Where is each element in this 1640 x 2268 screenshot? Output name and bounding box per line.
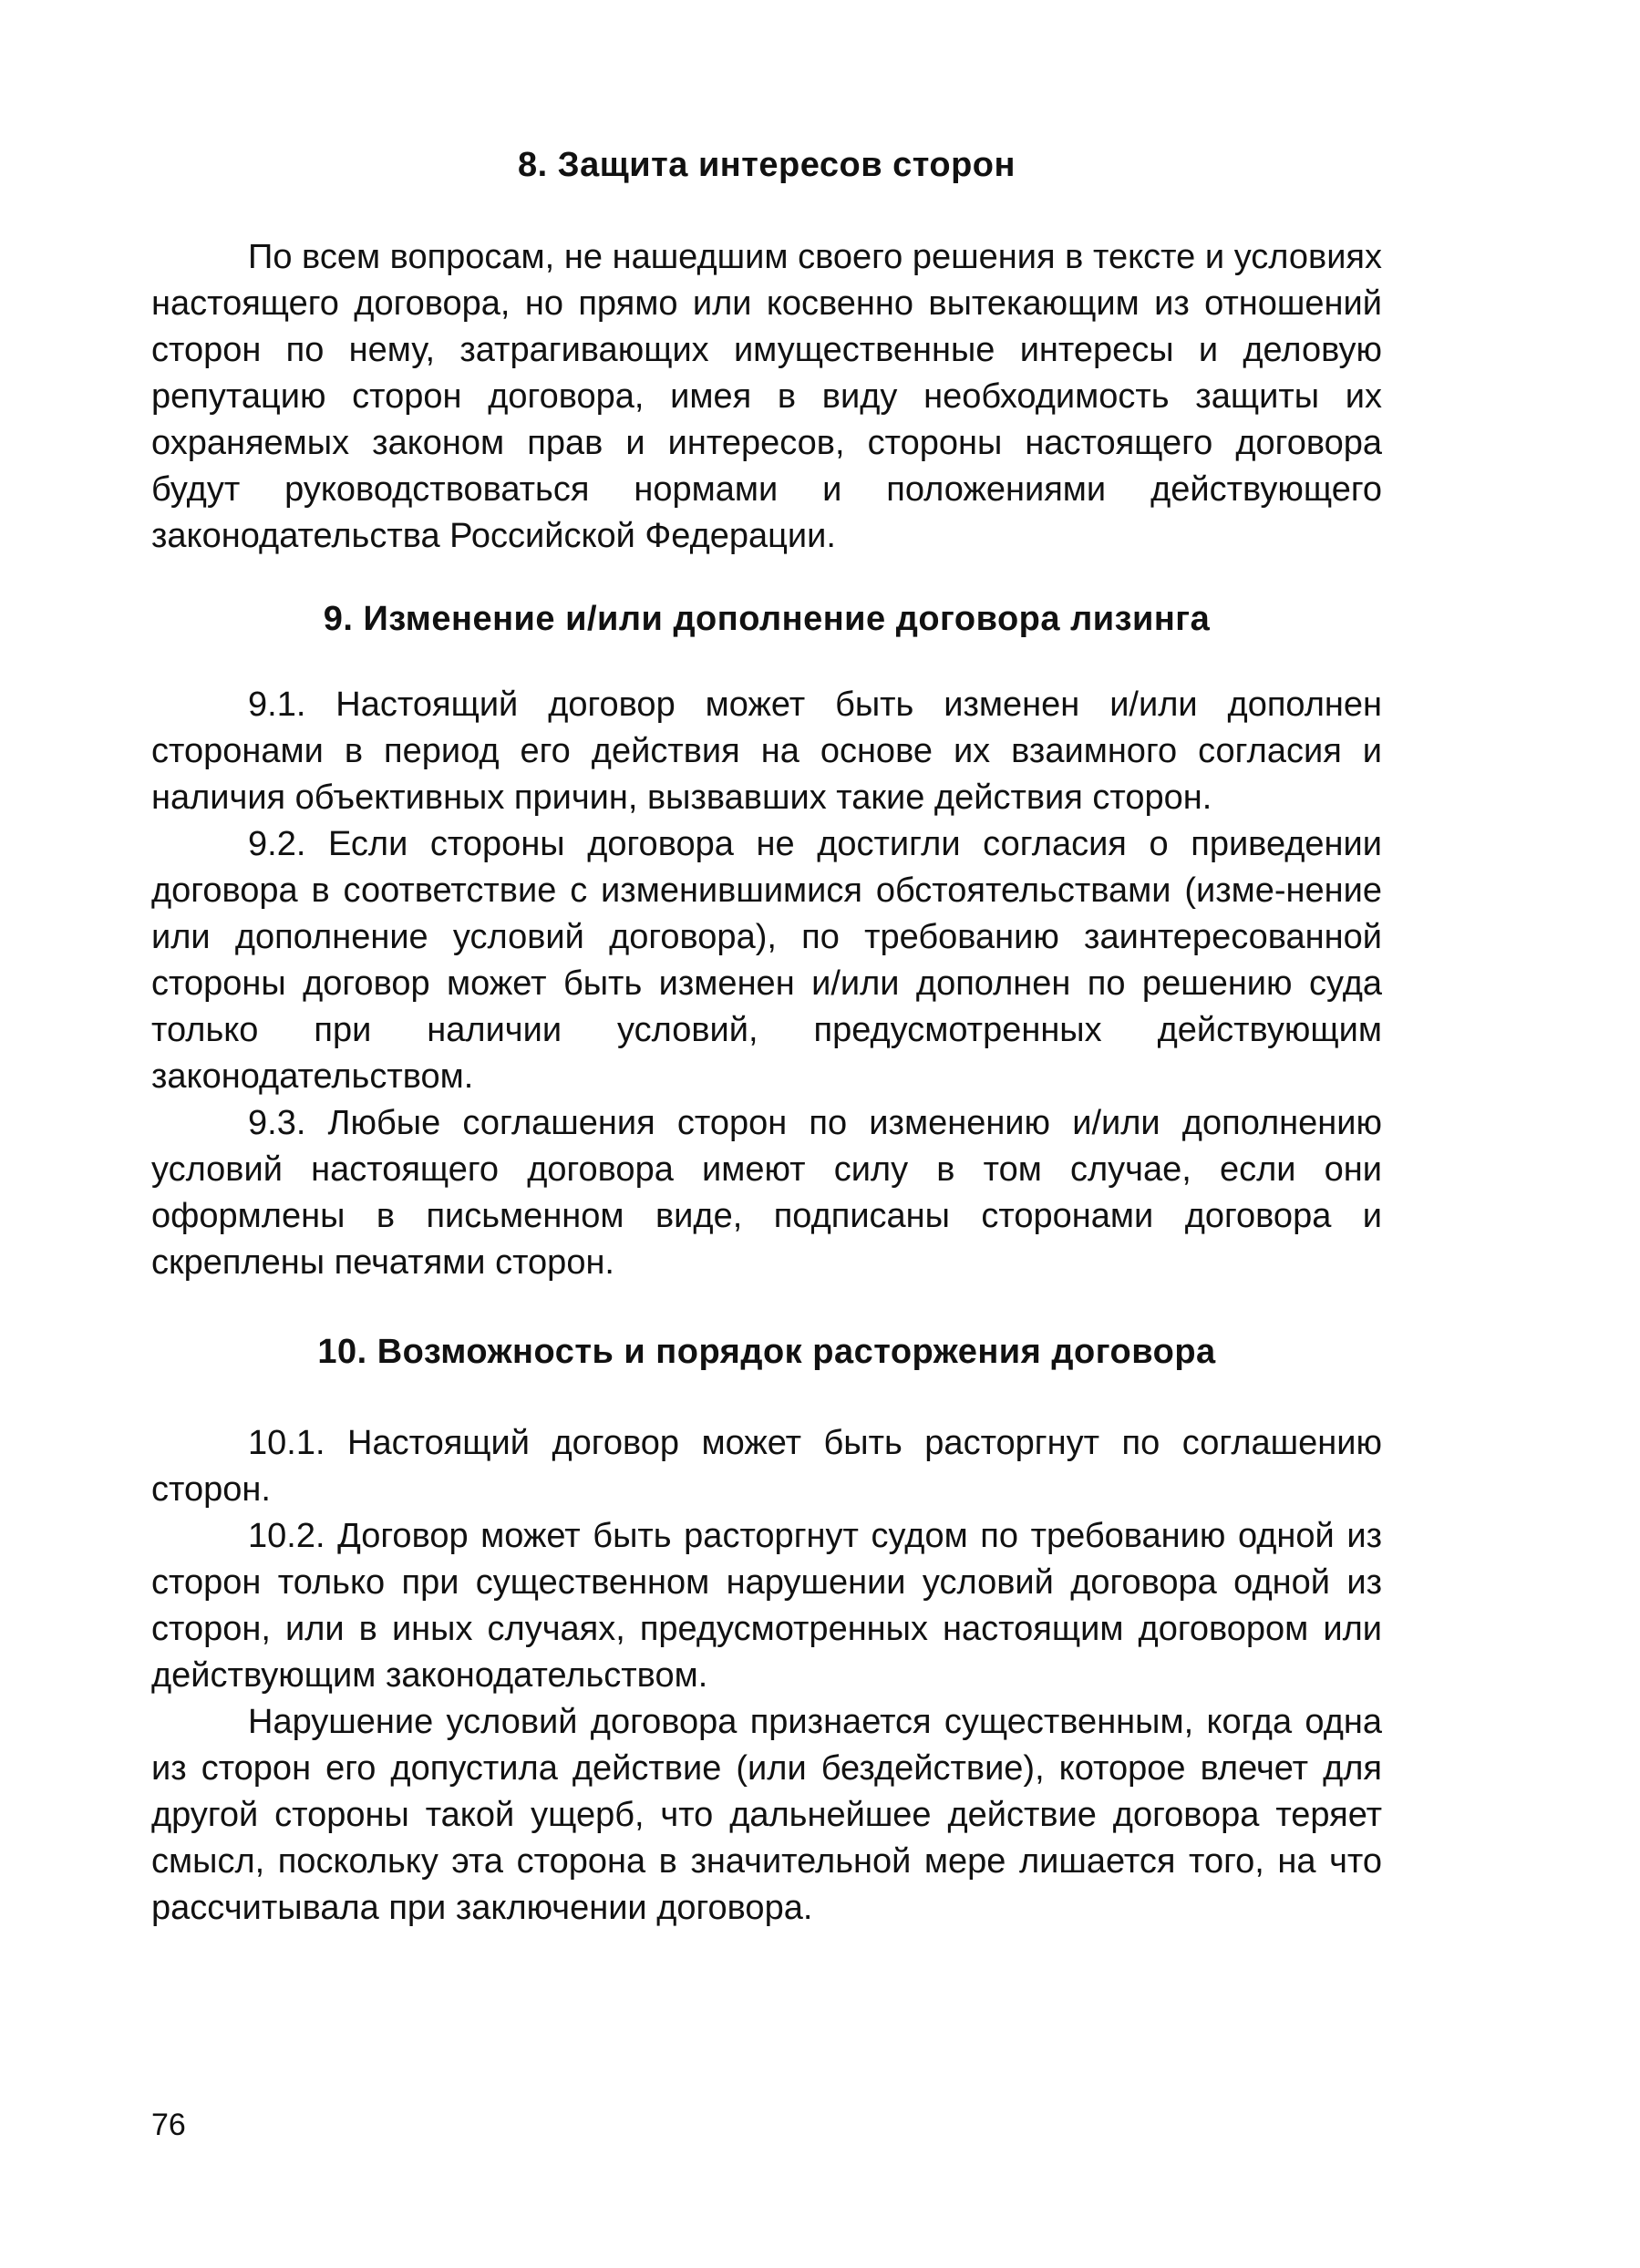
paragraph-10-2: 10.2. Договор может быть расторгнут судом по требованию одной из сторон только при существенном нарушении условий договора одной из сторон, или в иных случаях, предусмотренных настоящим договором или действующим законодательством. (151, 1517, 1382, 1695)
section-8-paragraph: По всем вопросам, не нашедшим своего решения в тексте и условиях настоящего договора, но прямо или косвенно вытекающим из отношений сторон по нему, затрагивающих имущественные интересы и деловую репутацию сторон договора, имея в виду необходимость защиты их охраняемых законом прав и интересов, стороны настоящего договора будут руководствоваться нормами и положениями действующего законодательства Российской Федерации. (151, 238, 1382, 555)
paragraph-10-1: 10.1. Настоящий договор может быть расторгнут по соглашению сторон. (151, 1424, 1382, 1509)
section-8-body (151, 234, 1382, 560)
paragraph-10-3: Нарушение условий договора признается существенным, когда одна из сторон его допустила действие (или бездействие), которое влечет для другой стороны такой ущерб, что дальнейшее действие договора теряет смысл, поскольку эта сторона в значительной мере лишается того, на что рассчитывала при заключении договора. (151, 1703, 1382, 1927)
paragraph-9-3: 9.3. Любые соглашения сторон по изменению и/или дополнению условий настоящего договора имеют силу в том случае, если они оформлены в письменном виде, подписаны сторонами договора и скреплены печатями сторон. (151, 1104, 1382, 1282)
paragraph-9-1: 9.1. Настоящий договор может быть изменен и/или дополнен сторонами в период его действия на основе их взаимного согласия и наличия объективных причин, вызвавших такие действия сторон. (151, 686, 1382, 817)
section-8-heading: 8. Защита интересов сторон (518, 146, 1016, 184)
section-10-body (151, 1420, 1382, 1932)
section-9-heading: 9. Изменение и/или дополнение договора лизинга (323, 600, 1211, 638)
paragraph-9-2: 9.2. Если стороны договора не достигли согласия о приведении договора в соответствие с изменившимися обстоятельствами (изме-нение или дополнение условий договора), по требованию заинтересованной стороны договор может быть изменен и/или дополнен по решению суда только при наличии условий, предусмотренных действующим законодательством. (151, 825, 1382, 1096)
document-page (151, 146, 1382, 1932)
page-number: 76 (151, 2108, 186, 2142)
section-10-heading: 10. Возможность и порядок расторжения договора (317, 1333, 1216, 1371)
section-9-body (151, 682, 1382, 1286)
